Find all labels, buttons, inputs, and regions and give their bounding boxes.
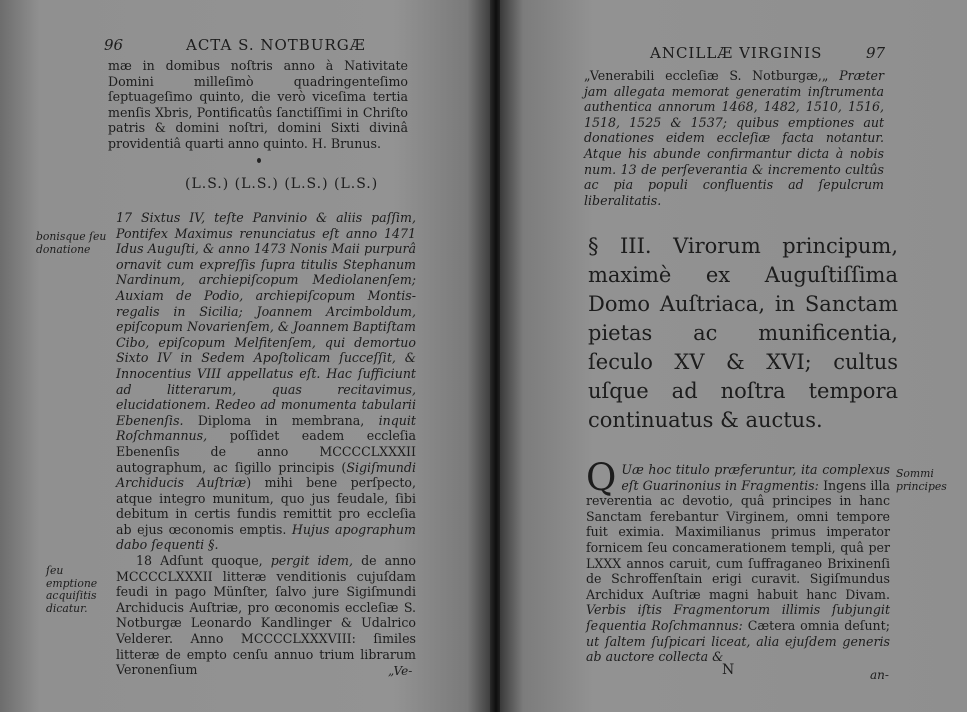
opening-paragraph: mæ in domibus noſtris anno à Nativitate Domini milleſimò quadringenteſimo ſeptuageſimo quinto, die verò viceſima tertia menſis Xbris, Pontificatûs ſanctiſſimi in Chriſto patris & domini noſtri, domini Sixti divinâ providentiâ quarti anno quinto. H. Brunus. <box>108 58 408 151</box>
drop-cap: Q <box>586 456 617 499</box>
paragraph-17: 17 Sixtus IV, teſte Panvinio & aliis paſſim, Pontifex Maximus renunciatus eſt anno 1471 Idus Auguſti, & anno 1473 Nonis Maii purpurâ ornavit cum expreſſis ſupra titulis Stephanum Nardinum, archiepiſcopum Mediolanenſem; Auxiam de Podio, archiepiſcopum Montis-regalis in Sicilia; Joannem Arcimboldum, epiſcopum Novarienſem, & Joannem Baptiſtam Cibo, epiſcopum Melfitenſem, qui demortuo Sixto IV in Sedem Apoſtolicam ſucceſſit, & Innocentius VIII appellatus eſt. Hac ſufficiunt ad litterarum, quas recitavimus, elucidationem. Redeo ad monumenta tabularii Ebenenſis. Diploma in membrana, inquit Roſchmannus, poſſidet eadem eccleſia Ebenenſis de anno MCCCCLXXXII autographum, ac ſigillo principis (Sigiſmundi Archiducis Auſtriæ) mihi bene perſpecto, atque integro munitum, quo jus feudale, ſibi debitum in certis fundis remittit pro eccleſia ab ejus œconomis emptis. Hujus apographum dabo ſequenti §. 18 Adſunt quoque, pergit idem, de anno MCCCCLXXXII litteræ venditionis cujuſdam feudi in pago Münſter, ſalvo jure Sigiſmundi Archiducis Auſtriæ, pro œconomis eccleſiæ S. Notburgæ Leonardo Kandlinger & Udalrico Velderer. Anno MCCCCLXXXVIII: ſimiles litteræ de empto cenſu annuo trium librarum Veronenſium <box>116 210 416 678</box>
margin-note-right: Sommi principes <box>896 467 947 493</box>
signature-mark: N <box>722 662 735 678</box>
right-page <box>500 0 967 712</box>
catchword-left: „Ve- <box>388 664 413 678</box>
page-number-left: 96 <box>104 36 124 54</box>
margin-note-2: ſeu emptione acquiſitis dicatur. <box>46 564 98 615</box>
seals-line: (L.S.) (L.S.) (L.S.) (L.S.) <box>185 176 379 192</box>
margin-note-1: bonisque ſeu donatione <box>36 230 107 256</box>
running-head-left: ACTA S. NOTBURGÆ <box>186 36 366 54</box>
running-head-right: ANCILLÆ VIRGINIS <box>650 44 823 62</box>
page-number-right: 97 <box>866 44 886 62</box>
section-body: Q Uæ hoc titulo præferuntur, ita complexus eſt Guarinonius in Fragmentis: Ingens illa reverentia ac devotio, quâ principes in hanc Sanctam ferebantur Virginem, omni tempore fuit eximia. Maximilianus primus imperator fornicem ſeu concamerationem templi, quâ per LXXX annos caruit, cum ſuffraganeo Brixinenſi de Schroffenſtain erigi curavit. Sigiſmundus Archidux Auſtriæ magni habuit hanc Divam. Verbis iſtis Fragmentorum illimis ſubjungit ſequentia Roſchmannus: Cætera omnia deſunt; ut ſaltem ſuſpicari liceat, alia ejuſdem generis ab auctore collecta & <box>586 456 890 665</box>
top-paragraph: „Venerabili eccleſiæ S. Notburgæ,„ Præter jam allegata memorat generatim inſtrumenta authentica annorum 1468, 1482, 1510, 1516, 1518, 1525 & 1537; quibus emptiones aut donationes eidem eccleſiæ facta notantur. Atque his abunde confirmantur dicta à nobis num. 13 de perſeverantia & incremento cultûs ac pia populi confluentis ad ſepulcrum liberalitatis. <box>584 68 884 208</box>
catchword-right: an- <box>870 668 889 682</box>
ornament-dot <box>257 158 261 163</box>
section-heading: § III. Virorum principum, maximè ex Auguſtiſſima Domo Auſtriaca, in Sanctam pietas ac munificentia, ſeculo XV & XVI; cultus uſque ad noſtra tempora continuatus & auctus. <box>588 234 898 432</box>
